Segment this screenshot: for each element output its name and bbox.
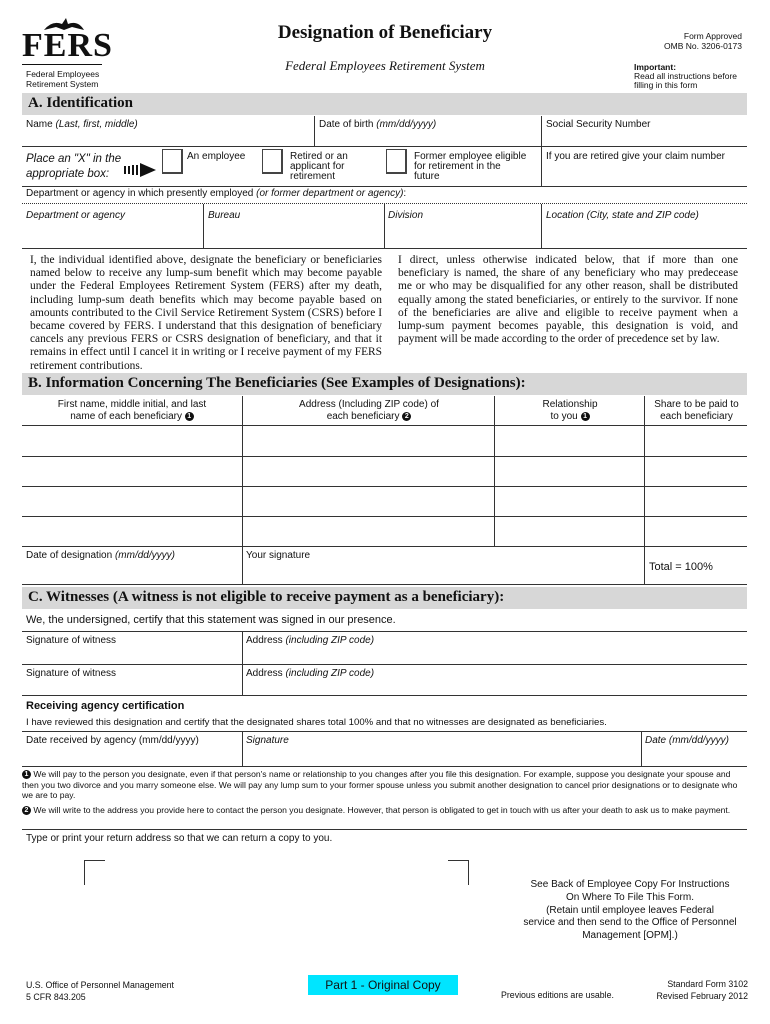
witness-2-signature-label: Signature of witness (26, 668, 117, 679)
window-corner-top-right (448, 860, 469, 885)
beneficiary-address-4[interactable] (244, 518, 492, 545)
important-text-2: filling in this form (634, 80, 698, 90)
place-x-line-1: Place an "X" in the (26, 153, 122, 165)
name-label: Name (Last, first, middle) (26, 119, 138, 130)
location-field[interactable] (543, 224, 747, 246)
beneficiary-name-3[interactable] (22, 488, 240, 515)
beneficiary-name-1[interactable] (22, 427, 240, 455)
footer-cfr: 5 CFR 843.205 (26, 992, 86, 1002)
employee-checkbox[interactable] (162, 149, 183, 174)
footer-agency: U.S. Office of Personnel Management (26, 980, 174, 990)
footnote-2: 2 We will write to the address you provide here to contact the person you designate. However, that person is obligated to get in touch with us after your death to ask us to make payment. (22, 805, 747, 816)
former-label-2: for retirement in the (414, 161, 501, 172)
agency-date-field[interactable] (643, 748, 747, 765)
designation-date-label: Date of designation (mm/dd/yyyy) (26, 550, 175, 561)
witness-1-signature-label: Signature of witness (26, 635, 117, 646)
designation-paragraph-right: I direct, unless otherwise indicated below, that if more than one beneficiary is named, the share of any beneficiary who may predecease me or who may be disqualified for any other reason, shall be distributed equally among the stated beneficiaries, or entirely to the survivor. If none of the beneficiaries are alive and eligible to receive payment when a lump-sum payment becomes payable, this designation is void, and payment will be made according to the order of precedence set by law. (398, 254, 738, 346)
designation-date-field[interactable] (22, 563, 240, 583)
note-1-marker-icon: 1 (581, 412, 590, 421)
witness-1-address-field[interactable] (244, 647, 747, 663)
note-1-marker-icon: 1 (22, 770, 31, 779)
return-address-area[interactable] (84, 860, 468, 930)
note-2-marker-icon: 2 (402, 412, 411, 421)
agency-signature-field[interactable] (244, 748, 639, 765)
section-a-title: A. Identification (28, 95, 133, 111)
designation-paragraph-left: I, the individual identified above, designate the beneficiary or beneficiaries named below to receive any lump-sum benefit which may become payable under the Federal Employees Retirement System (FERS) after my death, including lump-sum death benefits which may become payable based on amounts contributed to the Civil Service Retirement System (CSRS) before I became covered by FERS. I understand that this designation of beneficiary cancels any previous FERS or CSRS designation of beneficiary, and that it remains in effect until I cancel it in writing or I receive payment of my FERS retirement contributions. (30, 254, 382, 372)
footnote-1: 1 We will pay to the person you designate, even if that person's name or relationship to you changes after you file this designation. For example, suppose you designate your spouse and then you two divorce and you marry someone else. We will pay any lump sum to your former spouse unless you submit another designation to cancel prior designations or to designate who we are to pay. (22, 769, 738, 800)
logo-text: FERS (22, 27, 113, 64)
col-relationship-header: Relationship to you 1 (542, 399, 598, 422)
form-subtitle: Federal Employees Retirement System (285, 58, 485, 73)
claim-number-label: If you are retired give your claim number (546, 151, 725, 162)
date-received-field[interactable] (22, 748, 240, 765)
beneficiary-share-1[interactable] (646, 427, 747, 455)
witness-2-signature-field[interactable] (22, 680, 240, 694)
beneficiary-address-3[interactable] (244, 488, 492, 515)
division-label: Division (388, 210, 424, 221)
former-label-1: Former employee eligible (414, 151, 527, 162)
beneficiary-address-2[interactable] (244, 458, 492, 485)
date-received-label: Date received by agency (mm/dd/yyyy) (26, 735, 199, 746)
ssn-label: Social Security Number (546, 119, 651, 130)
receiving-title: Receiving agency certification (26, 700, 185, 712)
note-2-marker-icon: 2 (22, 806, 31, 815)
standard-form-number: Standard Form 3102 (667, 979, 748, 989)
previous-editions: Previous editions are usable. (501, 990, 614, 1000)
agency-signature-label: Signature (246, 735, 289, 746)
bureau-label: Bureau (208, 210, 241, 221)
arrow-right-icon (124, 160, 156, 180)
important-label: Important: (634, 62, 677, 72)
logo-subtitle-2: Retirement System (26, 79, 99, 89)
name-field[interactable] (22, 131, 312, 146)
window-corner-top-left (84, 860, 105, 885)
section-c-title: C. Witnesses (A witness is not eligible to receive payment as a beneficiary): (28, 589, 505, 605)
form-approved: Form Approved (683, 31, 742, 41)
former-employee-checkbox[interactable] (386, 149, 407, 174)
dob-field[interactable] (316, 131, 538, 146)
dept-label: Department or agency (26, 210, 125, 221)
beneficiary-share-2[interactable] (646, 458, 747, 485)
beneficiary-relationship-3[interactable] (496, 488, 642, 515)
revision-date: Revised February 2012 (656, 991, 748, 1001)
dept-field[interactable] (22, 224, 200, 246)
col-share-header: Share to be paid to each beneficiary (654, 399, 739, 422)
retired-label-1: Retired or an (290, 151, 348, 162)
witness-2-address-field[interactable] (244, 680, 747, 694)
retired-checkbox[interactable] (262, 149, 283, 174)
section-c-header (22, 587, 747, 609)
beneficiary-name-4[interactable] (22, 518, 240, 545)
bureau-field[interactable] (205, 224, 381, 246)
division-field[interactable] (386, 224, 538, 246)
fers-logo (22, 18, 112, 88)
important-text-1: Read all instructions before (634, 71, 738, 81)
omb-number: OMB No. 3206-0173 (664, 41, 742, 51)
dob-label: Date of birth (mm/dd/yyyy) (319, 119, 437, 130)
col-name-header: First name, middle initial, and last name of each beneficiary 1 (57, 399, 207, 422)
copy-badge: Part 1 - Original Copy (308, 975, 458, 995)
form-title: Designation of Beneficiary (277, 22, 493, 43)
logo-subtitle-1: Federal Employees (26, 69, 100, 79)
beneficiary-share-3[interactable] (646, 488, 747, 515)
witness-1-address-label: Address (including ZIP code) (246, 635, 375, 646)
beneficiary-name-2[interactable] (22, 458, 240, 485)
witness-certify-text: We, the undersigned, certify that this statement was signed in our presence. (26, 614, 396, 626)
beneficiary-relationship-2[interactable] (496, 458, 642, 485)
witness-2-address-label: Address (including ZIP code) (246, 668, 375, 679)
your-signature-label: Your signature (246, 550, 311, 561)
ssn-field[interactable] (543, 131, 747, 146)
beneficiary-relationship-1[interactable] (496, 427, 642, 455)
your-signature-field[interactable] (244, 563, 642, 583)
filing-instructions: See Back of Employee Copy For Instructions On Where To File This Form. (Retain until employee leaves Federal service and then send to the Office of Personnel Management [OPM].) (523, 879, 737, 942)
dept-instruction: Department or agency in which presently employed (or former department or agency): (26, 188, 407, 199)
section-b-title: B. Information Concerning The Beneficiaries (See Examples of Designations): (28, 375, 526, 391)
section-b-header (22, 373, 747, 395)
claim-number-field[interactable] (543, 164, 747, 184)
employee-label: An employee (187, 151, 246, 162)
witness-1-signature-field[interactable] (22, 647, 240, 663)
col-address-header: Address (Including ZIP code) of each beneficiary 2 (299, 399, 439, 422)
agency-date-label: Date (mm/dd/yyyy) (645, 735, 729, 746)
retired-label-2: applicant for (290, 161, 345, 172)
beneficiary-share-4[interactable] (646, 518, 747, 545)
beneficiary-relationship-4[interactable] (496, 518, 642, 545)
beneficiary-address-1[interactable] (244, 427, 492, 455)
return-address-instruction: Type or print your return address so that we can return a copy to you. (26, 833, 333, 844)
former-label-3: future (414, 171, 440, 182)
total-share: Total = 100% (649, 561, 713, 573)
section-a-header (22, 93, 747, 115)
receiving-text: I have reviewed this designation and certify that the designated shares total 100% and that no witnesses are designated as beneficiaries. (26, 717, 607, 728)
location-label: Location (City, state and ZIP code) (546, 210, 699, 221)
retired-label-3: retirement (290, 171, 336, 182)
place-x-line-2: appropriate box: (26, 168, 110, 180)
note-1-marker-icon: 1 (185, 412, 194, 421)
